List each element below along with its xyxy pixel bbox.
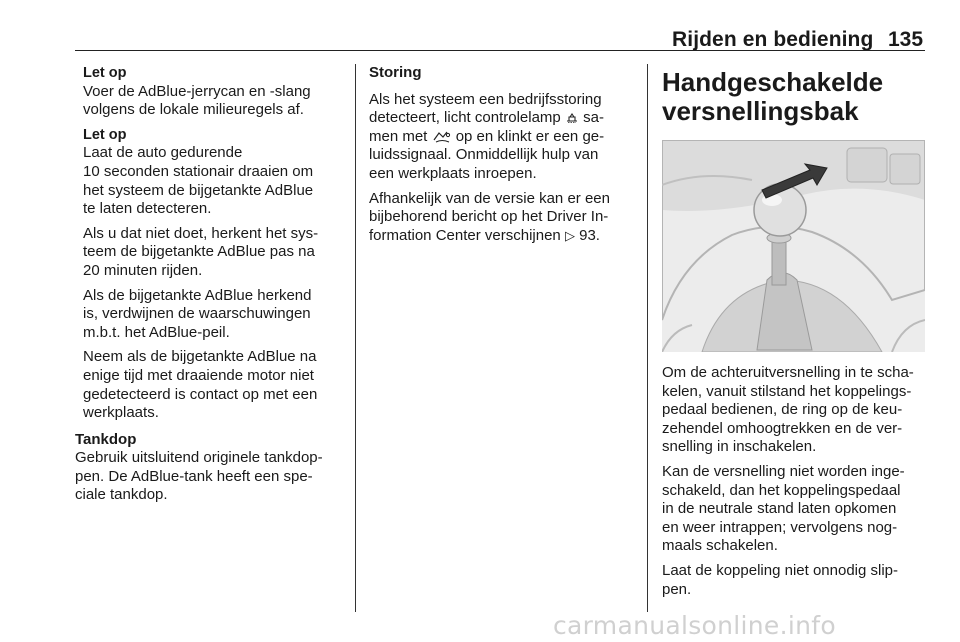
paragraph xyxy=(369,91,634,184)
subsection-heading: Storing xyxy=(369,64,422,81)
gear-shift-illustration xyxy=(662,140,925,352)
text-line xyxy=(369,109,634,128)
note-block-2 xyxy=(75,126,347,423)
paragraph xyxy=(83,225,347,281)
text-line: Als u dat niet doet, herkent het sys- xyxy=(83,224,319,242)
text-line: Om de achteruitversnelling in te scha- xyxy=(662,364,914,381)
text-fragment: men met xyxy=(369,127,432,145)
text-line: gedetecteerd is contact op met een xyxy=(83,385,318,403)
text-line: Voer de AdBlue-jerrycan en -slang xyxy=(83,82,311,100)
text-line: luidssignaal. Onmiddellijk hulp van xyxy=(369,146,599,164)
text-line: bijbehorend bericht op het Driver In- xyxy=(369,208,609,226)
text-line: Laat de koppeling niet onnodig slip- xyxy=(662,561,899,579)
text-line: schakeld, dan het koppelingspedaal xyxy=(662,481,901,499)
text-fragment: sa- xyxy=(578,109,604,127)
text-line: Als het systeem een bedrijfsstoring xyxy=(369,90,602,108)
text-line: werkplaats. xyxy=(83,404,159,422)
paragraph xyxy=(662,364,927,457)
column-divider-left xyxy=(355,64,356,612)
column-1 xyxy=(75,64,347,511)
text-line: Kan de versnelling niet worden inge- xyxy=(662,462,905,480)
page-number: 135 xyxy=(888,28,924,51)
text-fragment: op en klinkt er een ge- xyxy=(451,127,605,145)
heading-line: versnellingsbak xyxy=(662,96,859,126)
text-line: 10 seconden stationair draaien om xyxy=(83,162,314,180)
section-heading xyxy=(662,68,927,126)
text-line: Als de bijgetankte AdBlue herkend xyxy=(83,286,312,304)
text-line: m.b.t. het AdBlue-peil. xyxy=(83,323,230,341)
subsection-heading: Tankdop xyxy=(75,430,137,448)
text-line: teem de bijgetankte AdBlue pas na xyxy=(83,243,315,261)
storing-heading-block xyxy=(369,64,634,83)
paragraph xyxy=(662,463,927,556)
column-divider-right xyxy=(647,64,648,612)
text-line: is, verdwijnen de waarschuwingen xyxy=(83,305,311,323)
note-heading: Let op xyxy=(83,65,127,81)
text-line: ciale tankdop. xyxy=(75,486,168,504)
text-line: enige tijd met draaiende motor niet xyxy=(83,366,314,384)
watermark-text: carmanualsonline.info xyxy=(553,611,836,640)
paragraph xyxy=(369,190,634,247)
text-line: in de neutrale stand laten opkomen xyxy=(662,500,897,518)
text-line xyxy=(369,227,634,247)
header-rule xyxy=(75,50,925,51)
text-fragment: detecteert, licht controlelamp xyxy=(369,109,565,127)
text-line: het systeem de bijgetankte AdBlue xyxy=(83,181,314,199)
paragraph xyxy=(83,348,347,422)
engine-warning-icon xyxy=(565,111,579,123)
paragraph xyxy=(662,562,927,599)
text-line: een werkplaats inroepen. xyxy=(369,164,537,182)
page-reference-link[interactable]: 93. xyxy=(579,226,600,244)
paragraph xyxy=(83,126,347,219)
text-line: zehendel omhoogtrekken en de ver- xyxy=(662,419,903,437)
text-line: te laten detecteren. xyxy=(83,200,212,218)
note-heading: Let op xyxy=(83,126,127,143)
text-line: pedaal bedienen, de ring op de keu- xyxy=(662,401,903,419)
text-line xyxy=(369,128,634,147)
paragraph xyxy=(83,287,347,343)
text-line: Afhankelijk van de versie kan er een xyxy=(369,189,610,207)
text-line: kelen, vanuit stilstand het koppelings- xyxy=(662,382,912,400)
page-reference-arrow-icon: ▷ xyxy=(564,228,575,244)
text-line: Laat de auto gedurende xyxy=(83,144,243,162)
heading-line: Handgeschakelde xyxy=(662,67,884,97)
text-line: volgens de lokale milieuregels af. xyxy=(83,101,304,119)
text-line: Neem als de bijgetankte AdBlue na xyxy=(83,348,317,366)
text-line: en weer intrappen; vervolgens nog- xyxy=(662,518,898,536)
column-2 xyxy=(369,64,634,252)
text-line: maals schakelen. xyxy=(662,537,778,555)
text-line: snelling in inschakelen. xyxy=(662,438,817,456)
note-block-1 xyxy=(75,64,347,120)
adblue-icon xyxy=(432,130,452,143)
text-fragment: formation Center verschijnen xyxy=(369,226,565,244)
text-line: Gebruik uitsluitend originele tankdop- xyxy=(75,449,323,467)
column-3 xyxy=(662,64,927,605)
header-title: Rijden en bediening xyxy=(672,28,874,51)
tankdop-section xyxy=(75,431,347,505)
text-line: pen. De AdBlue-tank heeft een spe- xyxy=(75,467,313,485)
text-line: pen. xyxy=(662,580,692,598)
text-line: 20 minuten rijden. xyxy=(83,261,203,279)
